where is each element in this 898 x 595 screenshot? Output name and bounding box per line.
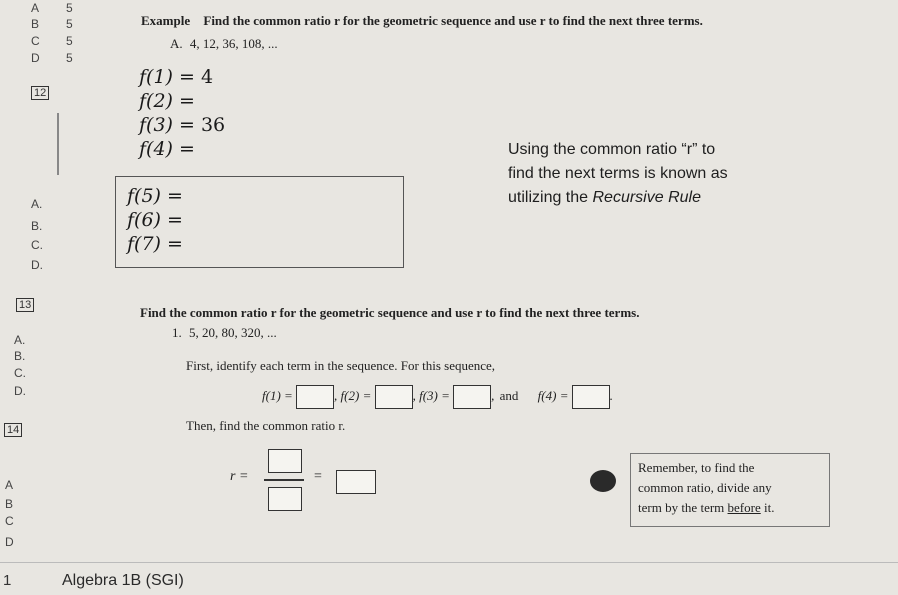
f3-answer-box[interactable]: [453, 385, 491, 409]
margin-letter-d: D: [31, 51, 40, 65]
margin-letter-b: B: [31, 17, 40, 31]
hint-icon: [590, 470, 616, 492]
ratio-fraction: [264, 445, 304, 515]
step-identify-terms: First, identify each term in the sequence. For this sequence,: [186, 358, 496, 373]
example-heading: [141, 13, 703, 29]
margin-bracket: [57, 113, 71, 175]
margin-letter-d: D.: [31, 258, 43, 272]
term-f7: f(7) =: [127, 233, 183, 255]
term-f5: f(5) =: [127, 185, 183, 207]
footer-divider: [0, 562, 898, 563]
margin-digit: 5: [66, 1, 73, 15]
margin-letter-b: B.: [31, 219, 43, 233]
fraction-bar: [264, 479, 304, 481]
margin-letter-c: C.: [14, 366, 26, 380]
denominator-box[interactable]: [268, 487, 302, 511]
margin-letter-a: A.: [14, 333, 26, 347]
margin-digit: 5: [66, 34, 73, 48]
margin-letter-a: A.: [31, 197, 43, 211]
ratio-equals: =: [314, 469, 322, 484]
f1-answer-box[interactable]: [296, 385, 334, 409]
ratio-label: r =: [230, 469, 249, 484]
f4-answer-box[interactable]: [572, 385, 610, 409]
question-number-13: 13: [16, 298, 34, 312]
margin-letter-c: C: [31, 34, 40, 48]
term-f1: f(1) = 4: [139, 66, 214, 88]
margin-letter-c: C.: [31, 238, 43, 252]
margin-letter-a: A: [31, 1, 40, 15]
example-label: Example: [141, 13, 191, 28]
term-f3: f(3) = 36: [139, 114, 226, 136]
step-find-ratio: Then, find the common ratio r.: [186, 418, 346, 433]
f2-answer-box[interactable]: [375, 385, 413, 409]
term-f4: f(4) =: [139, 138, 195, 160]
recursive-rule-note: Using the common ratio “r” to find the next terms is known as utilizing the Recursive Rule: [508, 141, 728, 206]
problem-13-prompt: Find the common ratio r for the geometric sequence and use r to find the next three terms.: [140, 305, 640, 320]
margin-letter-c: C: [5, 514, 14, 528]
course-title: Algebra 1B (SGI): [62, 572, 184, 589]
ratio-answer-box[interactable]: [336, 470, 376, 494]
margin-letter-a: A: [5, 478, 14, 492]
example-prompt: Find the common ratio r for the geometric sequence and use r to find the next three terms.: [203, 13, 703, 28]
margin-digit: 5: [66, 51, 73, 65]
margin-letter-b: B: [5, 497, 14, 511]
example-sequence: A. 4, 12, 36, 108, ...: [170, 36, 278, 51]
reminder-text: Remember, to find the common ratio, divide any term by the term before it.: [638, 460, 775, 515]
term-f2: f(2) =: [139, 90, 195, 112]
term-inputs-row: f(1) = , f(2) = , f(3) = , and f(4) = .: [262, 385, 613, 409]
page-number: 1: [3, 572, 12, 589]
margin-digit: 5: [66, 17, 73, 31]
question-number-14: 14: [4, 423, 22, 437]
margin-letter-d: D: [5, 535, 14, 549]
term-f6: f(6) =: [127, 209, 183, 231]
question-number-12: 12: [31, 86, 49, 100]
problem-13-sequence: 1. 5, 20, 80, 320, ...: [172, 325, 277, 340]
margin-letter-b: B.: [14, 349, 26, 363]
numerator-box[interactable]: [268, 449, 302, 473]
margin-letter-d: D.: [14, 384, 26, 398]
